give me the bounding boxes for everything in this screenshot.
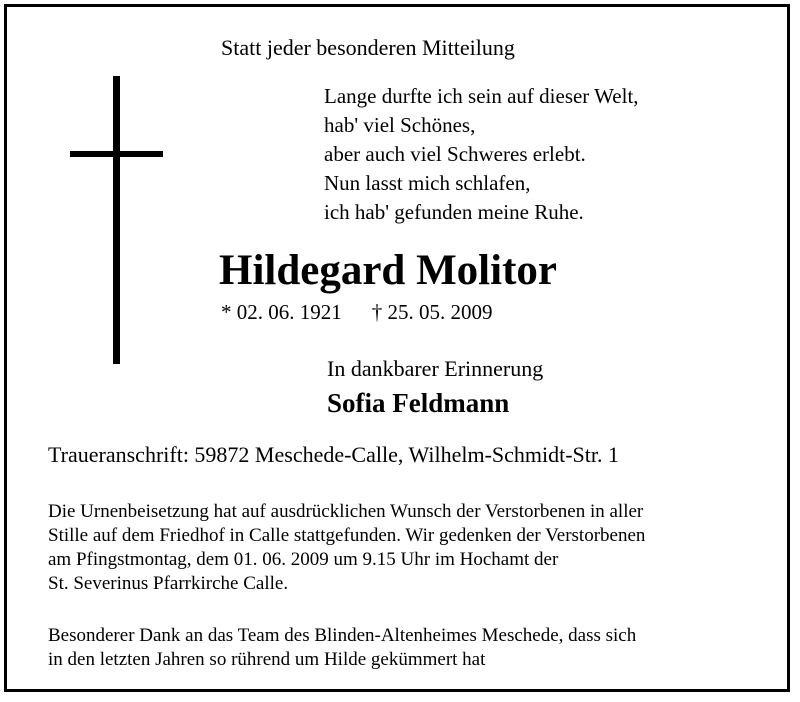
memory-line: In dankbarer Erinnerung [327, 356, 544, 381]
poem-line: hab' viel Schönes, [324, 113, 476, 137]
poem-line: Nun lasst mich schlafen, [324, 171, 531, 195]
poem-line: aber auch viel Schweres erlebt. [324, 142, 586, 166]
thanks-paragraph [48, 624, 636, 672]
deceased-name: Hildegard Molitor [219, 247, 557, 294]
paragraph-line: Die Urnenbeisetzung hat auf ausdrücklichen Wunsch der Verstorbenen in aller [48, 501, 644, 522]
poem [324, 82, 639, 227]
paragraph-line: Stille auf dem Friedhof in Calle stattgefunden. Wir gedenken der Verstorbenen [48, 525, 646, 546]
paragraph-line: Besonderer Dank an das Team des Blinden-Altenheimes Meschede, dass sich [48, 625, 637, 646]
cross-horizontal-bar [70, 151, 163, 157]
signer-name: Sofia Feldmann [327, 388, 510, 418]
burial-paragraph [48, 500, 645, 596]
mourning-address: Traueranschrift: 59872 Meschede-Calle, Wilhelm-Schmidt-Str. 1 [48, 442, 620, 467]
life-dates [221, 300, 493, 325]
paragraph-line: St. Severinus Pfarrkirche Calle. [48, 573, 289, 594]
cross-vertical-bar [113, 76, 120, 364]
poem-line: Lange durfte ich sein auf dieser Welt, [324, 84, 639, 108]
paragraph-line: in den letzten Jahren so rührend um Hilde gekümmert hat [48, 649, 486, 670]
paragraph-line: am Pfingstmontag, dem 01. 06. 2009 um 9.15 Uhr im Hochamt der [48, 549, 559, 570]
birth-date: * 02. 06. 1921 [221, 300, 342, 324]
poem-line: ich hab' gefunden meine Ruhe. [324, 200, 584, 224]
notice-header: Statt jeder besonderen Mitteilung [221, 35, 515, 60]
death-date: † 25. 05. 2009 [371, 300, 493, 324]
